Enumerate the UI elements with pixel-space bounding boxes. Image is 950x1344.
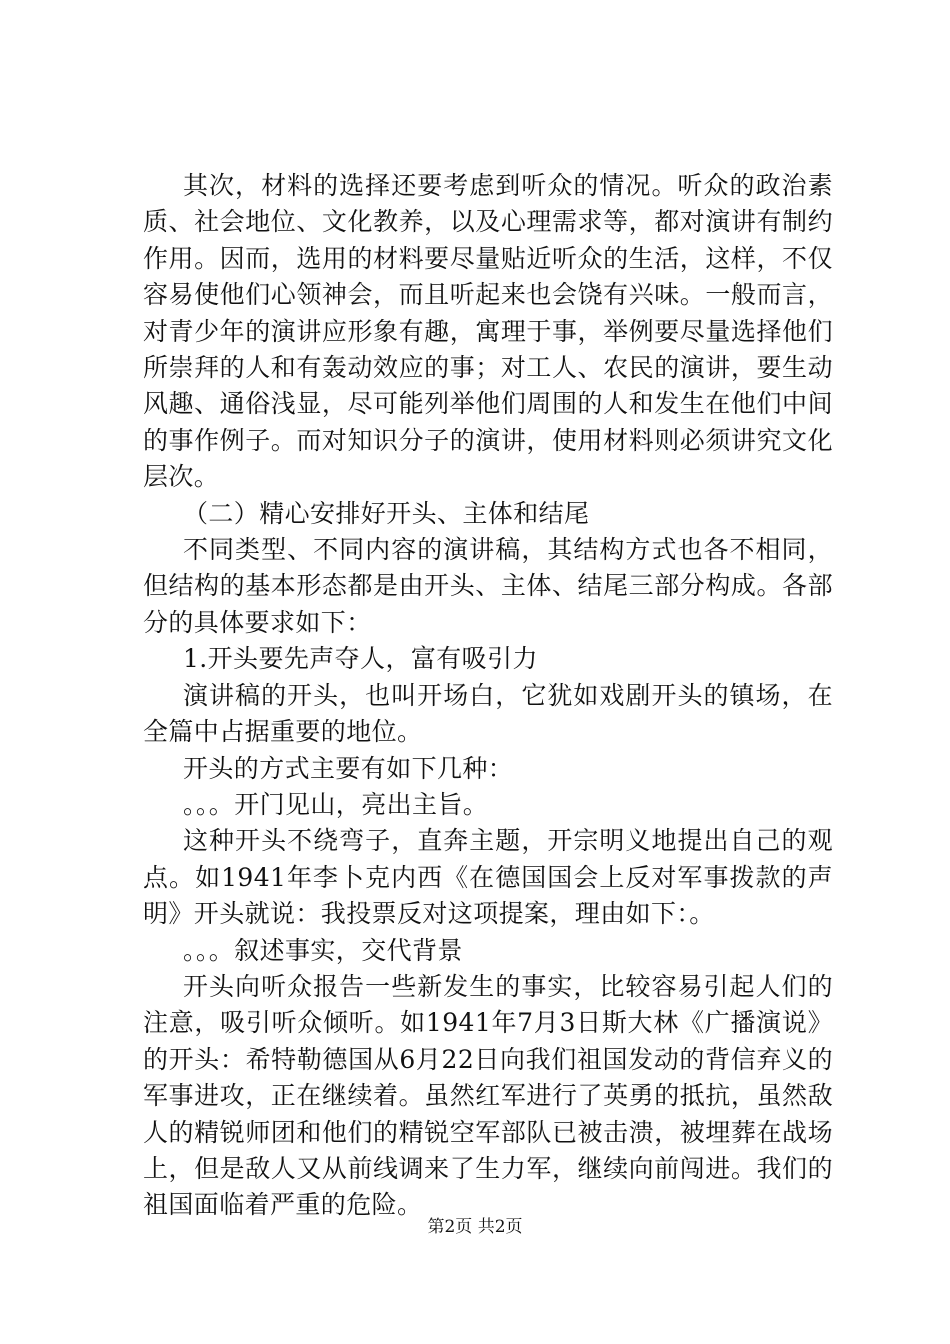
subheading-opening: 1.开头要先声夺人，富有吸引力 [183, 644, 538, 674]
paragraph-opening-importance: 演讲稿的开头，也叫开场白，它犹如戏剧开头的镇场，在全篇中占据重要的地位。 [143, 680, 833, 747]
section-heading-structure: （二）精心安排好开头、主体和结尾 [183, 498, 590, 528]
paragraph-direct-opening-example: 这种开头不绕弯子，直奔主题，开宗明义地提出自己的观点。如1941年李卜克内西《在德国国会上反对军事拨款的声明》开头就说：我投票反对这项提案，理由如下：。 [143, 826, 833, 929]
page-footer: 第2页 共2页 [427, 1217, 523, 1237]
list-item-direct-opening: 。。。开门见山，亮出主旨。 [183, 789, 489, 819]
paragraph-narrative-opening-example: 开头向听众报告一些新发生的事实，比较容易引起人们的注意，吸引听众倾听。如1941年7月3日斯大林《广播演说》的开头：希特勒德国从6月22日向我们祖国发动的背信弃义的军事进攻，正在继续着。虽然红军进行了英勇的抵抗，虽然敌人的精锐师团和他们的精锐空军部队已被击溃，被埋葬在战场上，但是敌人又从前线调来了生力军，继续向前闯进。我们的祖国面临着严重的危险。 [143, 971, 833, 1220]
paragraph-structure-intro: 不同类型、不同内容的演讲稿，其结构方式也各不相同，但结构的基本形态都是由开头、主体、结尾三部分构成。各部分的具体要求如下： [143, 535, 833, 637]
list-item-narrative-opening: 。。。叙述事实，交代背景 [183, 935, 463, 965]
document-body [143, 168, 833, 1224]
paragraph-audience-material: 其次，材料的选择还要考虑到听众的情况。听众的政治素质、社会地位、文化教养，以及心理需求等，都对演讲有制约作用。因而，选用的材料要尽量贴近听众的生活，这样，不仅容易使他们心领神会，而且听起来也会饶有兴味。一般而言，对青少年的演讲应形象有趣，寓理于事，举例要尽量选择他们所崇拜的人和有轰动效应的事；对工人、农民的演讲，要生动风趣、通俗浅显，尽可能列举他们周围的人和发生在他们中间的事作例子。而对知识分子的演讲，使用材料则必须讲究文化层次。 [143, 171, 833, 492]
paragraph-opening-methods: 开头的方式主要有如下几种： [183, 753, 514, 783]
